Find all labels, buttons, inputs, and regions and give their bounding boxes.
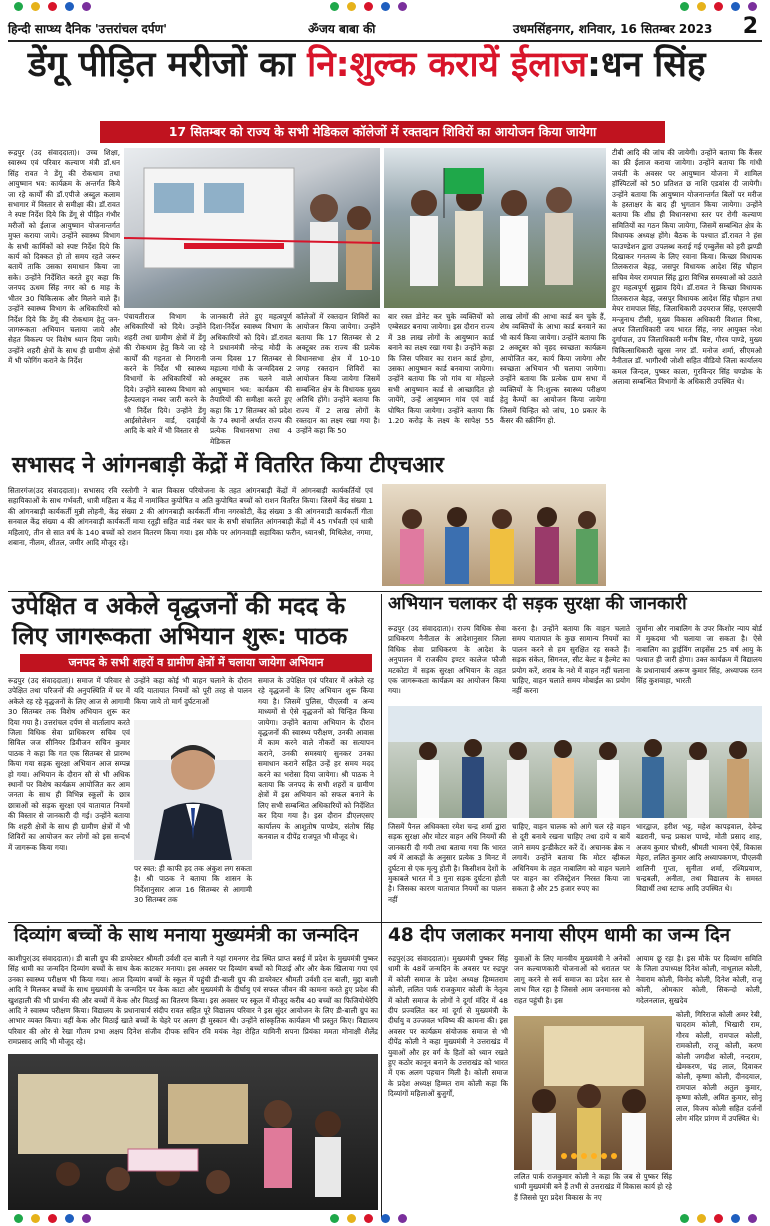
registration-dots-right: [680, 2, 757, 12]
dot: [330, 1214, 339, 1223]
page-number: 2: [742, 14, 758, 39]
cm-birthday-col-2b: ललित पार्क राजकुमार कोली ने कहा कि जब से पुष्कर सिंह धामी मुख्यमंत्री बने हैं तभी से उत्तराखंड में विकास कार्य हो रहे हैं जिससे पूरा प्रदेश विकास के नए: [514, 1172, 672, 1202]
dot: [14, 1214, 23, 1223]
header-center-text: जय बाबा की: [318, 22, 376, 36]
elderly-headline-line-2: लिए जागरूकता अभियान शुरू: पाठक: [12, 622, 348, 650]
lead-col-1: रूद्रपुर (उद संवाददाता)। उच्च शिक्षा, स्वास्थ्य एवं परिवार कल्याण मंत्री डॉ.धन सिंह रावत ने डेंगू की रोकथाम तथा आयुष्मान भव: कार्यक्रम के अन्तर्गत किये जा रहे कार्यों की डॉ.एपीजे अब्दुल कलाम सभागार में विस्तार से समीक्षा की। डॉ.रावत ने स्पष्ट निर्देश दिये कि डेंगू से पीड़ित गंभीर मरीजों को ईलाज आयुष्मान योजनान्तर्गत मुफ्त कराया जाये। उन्होंने स्वास्थ्य विभाग के सभी कार्मिकों को स्पष्ट निर्देश दिये कि कार्य को दिक्कत हो तो समय रहते जरूर बतायें ताकि उसका समाधान किया जा सके। उन्होंने निर्देशित करते हुए कहा कि जनपद ऊधम सिंह नगर को 6 माह के भीतर 30 चिकित्सक और मिलने वाले हैं। उन्होंने स्वास्थ्य विभाग के अधिकारियों को निर्देश दिये कि डेंगू की रोकथाम हेतु जन-जागरूकता अभियान चलाया जाये और सेहत विकल्प पर विशेष ध्यान दिया जाये। उन्होंने शहरी क्षेत्रों के साथ ही ग्रामीण क्षेत्रों में भी फोगिंग कराने के निर्देश: [8, 148, 120, 366]
registration-dots-bottom-left: [14, 1214, 91, 1224]
ambulance-photo: [124, 148, 380, 308]
dot: [731, 2, 740, 11]
elderly-col-2a: उन्होंने कहा कोई भी वाहन चलाने के दौरान यदि यातायात नियमों को पूरी तरह से पालन किया जाये तो मार्ग दुर्घटनाओं: [134, 676, 252, 706]
cm-birthday-headline: 48 दीप जलाकर मनाया सीएम धामी का जन्म दिन: [388, 925, 731, 946]
elderly-headline-line-1: उपेक्षित व अकेले वृद्धजनों की मदद के: [12, 592, 346, 620]
lead-col-5: बार रक्त डोनेट कर चुके व्यक्तियों को एम्बेसडर बनाया जायेगा। इस दौरान राज्य में 38 लाख लोगों के आयुष्मान कार्ड बनाने का लक्ष्य रखा गया है। उन्होंने कहा कि जिस परिवार का राशन कार्ड होगा, उसका आयुष्मान कार्ड बनवाया जायेगा। उन्होंने बताया कि जो गांव या मोहल्ले सभी आयुष्मान कार्ड से आच्छादित हो जायेंगे, उन्हें आयुष्मान गांव एवं वार्ड घोषित किया जायेगा। उन्होंने बताया कि 1.20 करोड़ के लक्ष्य के सापेक्ष 55 लाख लोगों की आभा कार्ड बन चुके हैं, शेष व्यक्तियों के आभा कार्ड बनवाने का भी कार्य किया जायेगा। उन्होंने बताया कि 2 अक्टूबर को वृहद स्वच्छता कार्यक्रम आयोजित कर, कार्य किया जायेगा और स्वच्छता अभियान भी चलाया जायेगा। उन्होंने बताया कि प्रत्येक ग्राम सभा में व्यक्तियों के नि:शुल्क स्वास्थ्य परीक्षण हेतु कैम्पों का आयोजन किया जायेगा जिसमें चिन्हित को जांच, 10 प्रकार के कैंसर की स्क्रीनिंग हो.: [388, 312, 606, 426]
dot: [31, 2, 40, 11]
lead-subhead-banner: 17 सितम्बर को राज्य के सभी मेडिकल कॉलेजों में रक्तदान शिविरों का आयोजन किया जायेगा: [100, 121, 665, 143]
cm-birthday-col-3b: कोली, गिरिराज कोली अमर रेबी, चादराम कोली, भिखारी राम, गौरव कोली, रामपाल कोली, रामकोली, राजू कोली, करण कोली जगदीश कोली, नन्दराम, खेमकरण, चंद्र लाल, दिवाकर कोली, कृष्णा कोली, दीनदयाल, रामपाल कोली अतुल कुमार, कृष्णा कोली, अमित कुमार, सोनू लाल, विजय कोली सहित दर्जनों लोग मंदिर प्रांगण में उपस्थित थे।: [676, 1010, 762, 1124]
anganwadi-photo-art: [382, 484, 606, 586]
dot: [82, 1214, 91, 1223]
temple-diya-photo-art: [514, 1016, 672, 1170]
cm-birthday-col-2: युवाओं के लिए मानवीय मुख्यमंत्री ने अनेकों जन कल्याणकारी योजनाओं को धरातल पर लागू करने से सर्व समाज का प्रदेश स्तर से लाभ मिल रहा है जिससे आम जनमानस को राहत पहुंची है। इस: [514, 954, 630, 1005]
lead-col-3: जानकारी लेते हुए महत्वपूर्ण दिशा-निर्देश स्वास्थ्य विभाग के अधिकारियों को दिये। डॉ.रावत ने प्रधानमंत्री नरेन्द्र मोदी के जन्म दिवस 17 सितम्बर से महात्मा गांधी के जन्मदिवस 2 अक्टूबर तक चलने वाले आयुष्मान भव: कार्यक्रम की तैयारियों की समीक्षा करते हुए कहा कि 17 सितम्बर को प्रदेश के 74 स्थानों अर्थात राज्य की प्रत्येक विधानसभा तथा 4 मेडिकल: [210, 312, 292, 446]
dot: [381, 2, 390, 11]
anganwadi-body: सितारगंज(उद संवाददाता)। सभासद रवि रस्तोगी ने बाल विकास परियोजना के तहत आंगनबाड़ी केंद्रों में आंगनबाड़ी कार्यकर्तियों एवं सहायिकाओं के साथ गर्भवती, धात्री महिला व केंद्र में नामांकित कुपोषित व अति कुपोषित बच्चों को राशन वितरित किया। जिसमें केंद्र संख्या 1 की आंगनबाड़ी कार्यकर्ती मुन्नी लोहनी, केंद्र संख्या 2 की आंगनबाड़ी कार्यकर्ती मीना नगरकोटी, केंद्र संख्या 3 की आंगनवाडी कार्यकर्ती गीता सनवाल केंद्र संख्या 4 की आंगनवाड़ी कार्यकर्ती माया रतूड़ी सहित वार्ड नंबर चार के सभी संचालित आंगनबाड़ी केंद्रों में 45 गर्भवती एवं धात्री महिलाएं, तीन से सात वर्ष के 140 बच्चों को राशन वितरण किया गया। इस मौके पर आंगनवाड़ी सहायिका फरीन, ध्यानश्री, मिथिलेश, नगमा, शबाना, नीलम, शीतल, जमीर आदि मौजूद रहे।: [8, 486, 373, 548]
dot: [364, 2, 373, 11]
cm-birthday-col-1: रुद्रपुर(उद संवाददाता)। मुख्यमंत्री पुष्कर सिंह धामी के 48वें जन्मदिन के अवसर पर रुद्रपुर में कोली समाज के प्रदेश अध्यक्ष हिम्मतराम कोली, ललित पार्क राजकुमार कोली के नेतृत्व में कोली समाज के लोगों ने दूर्गा मंदिर में 48 दीप प्रज्वलित कर मां दूर्गा से मुख्यमंत्री के दीर्घायु व उज्जवल भविष्य की कामना की। इस अवसर पर कार्यक्रम संयोजक समाज से भी दीपेंद्र कोली ने कहा मुख्यमंत्री ने उत्तराखंड में युवाओं और हर वर्ग के हितों को ध्यान रखते हुए कठोर कानून बनाने के उत्तराखंड को भारत में एक अलग पहचान मिली है। कोली समाज के प्रदेश अध्यक्ष हिम्मत राम कोली कहा कि दिव्यांगों महिलाओं बुजुर्गों,: [388, 954, 508, 1099]
flag-off-photo-art: [384, 148, 606, 308]
elderly-col-3: समाज के उपेक्षित एवं परिवार में अकेले रह रहे वृद्धजनों के लिए अभियान शुरू किया गया है। जिसमें पुलिस, पीएलवी व अन्य माध्यमों से ऐसे वृद्धजनों को चिन्हित किया जायेगा। उन्होंने बताया अभियान के दौरान वृद्धजनों की स्वास्थ्य परीक्षण, उनकी आवास में काम करने वाले नौकरों का सत्यापन कराने, उनकी समस्याएं सुनकर उनका समाधान कराने सहित उन्हें हर समय मदद करने का भरोसा दिया जायेगा। श्री पाठक ने बताया कि जनपद के सभी शहरों व ग्रामीण क्षेत्रों में इस अभियान को सफल बनाने के लिए सभी सम्बन्धित अधिकारियों को निर्देशित कर दिया गया है। इस दौरान डीएलएसए कार्यालय के आशुतोष पाण्डेय, संतोष सिंह कनवाल व दीपेंद्र राजपूत भी मौजूद थे।: [258, 676, 374, 842]
dot: [14, 2, 23, 11]
dot: [48, 1214, 57, 1223]
column-divider: [381, 594, 382, 1218]
divyang-cake-photo-art: [8, 1054, 378, 1210]
dot: [398, 2, 407, 11]
road-safety-col-1: रूद्रपुर (उद संवाददाता)। राज्य विधिक सेवा प्राधिकरण नैनीताल के आदेशानुसार जिला विधिक सेवा प्राधिकरण के आदेश के अनुपालन में राजकीय इण्टर कालेज फौजी मटकोटा में सड़क सुरक्षा अभियान के तहत एक जागरूकता कार्यक्रम का आयोजन किया गया।: [388, 624, 506, 696]
section-divider: [8, 922, 762, 923]
dot: [680, 2, 689, 11]
dot: [697, 1214, 706, 1223]
road-safety-group-photo: [388, 706, 762, 818]
lead-col-6: टीबी आदि की जांच की जायेगी। उन्होंने बताया कि कैंसर का फ्री ईलाज कराया जायेगा। उन्होंने बताया कि गांधी जयंती के अवसर पर आयुष्मान योजना में शामिल हॉस्पिटलों को 50 प्रतिशत छ नाशि एडवांस दी जायेगी। उन्होंने बताया कि आयुष्मान योजनान्तर्गत बिलों पर मरीज के हस्ताक्षर के बाद ही भुगतान किया जायेगा। उन्होंने बताया कि शीघ्र ही विधानसभा स्तर पर रोगी कल्याण समितियों का गठन किया जायेगा, जिसमें सम्बन्धित क्षेत्र के विधायक अध्यक्ष होंगे। बैठक के पश्चात डॉ.रावत ने हंस फाउण्डेशन द्वारा उपलब्ध कराई गई एम्बुलेंस को हरी झण्डी दिखाकर गनतव्य के लिए रवाना किया। किच्छा विधायक तिलकराज बेहड़, जसपुर विधायक आदेश सिंह चौहान सचिव मेयर रामपाल सिंह द्वारा विभिन्न समस्याओं को उठाते हुए महत्वपूर्ण सुझाव दिये। डॉ.रावत ने किच्छा विधायक तिलकराज बेहड़, जसपुर विधायक आदेश सिंह चौहान तथा मेयर रामपाल सिंह, जिलाधिकारी उदयराज सिंह, एसएसपी मन्जुनाथ टीसी, मुख्य विकास अधिकारी विशाल मिश्रा, अपर जिलाधिकारी जय भारत सिंह, नगर आयुक्त नरेश दुर्गापाल, उप जिलाधिकारी मनीष बिष्ट, गौरव पाण्डे, मुख्य चिकित्साधिकारी खुरस नगर डॉ. मनोज शर्मा, सीएमओ नैनीताल डॉ. भागीरथी जोशी सहित वीडियो जिला कार्यालय कमल जिन्दल, पुष्कर काला, गुरविन्दर सिंह चण्डोक के अलावा सम्बन्धित विभागों के अधिकारी उपस्थित थे।: [612, 148, 762, 386]
dot: [748, 1214, 757, 1223]
temple-diya-photo: [514, 1016, 672, 1170]
elderly-col-1: रूद्रपुर (उद संवाददाता)। समाज में परिवार से उपेक्षित तथा परिजनों की अनुपस्थिति में घर में अकेले रह रहे वृद्धजनों के लिए आज से आगामी 30 सितम्बर तक विशेष अभियान शुरू कर दिया गया है। उत्तरांचल दर्पण से वार्तालाप करते जिला विधिक सेवा प्राधिकरण सचिव एवं सिविल जज सीनियर डिवीजन सचिन कुमार पाठक ने कहा कि गत एक सितम्बर से प्रारम्भ किया गया सड़क सुरक्षा अभियान आज सम्पन्न हो गया। अभियान के दौरान सौ से भी अधिक स्थानों पर विशेष कार्यक्रम आयोजित कर आम जनता के साथ ही विभिन्न स्कूलों के छात्र छात्राओं को सड़क सुरक्षा एवं यातायात नियमों की विस्तार से जानकारी दी गई। उन्होंने बताया कि शहरी क्षेत्रों के साथ ही ग्रामीण क्षेत्रों में भी शिविरों का आयोजन कर लोगों को इस सन्दर्भ में जागरूक किया गया।: [8, 676, 130, 852]
divyang-cake-photo: [8, 1054, 378, 1210]
judge-portrait-photo: [134, 720, 252, 860]
newspaper-name: हिन्दी साप्ध्य दैनिक 'उत्तरांचल दर्पण': [8, 22, 167, 36]
road-safety-headline: अभियान चलाकर दी सड़क सुरक्षा की जानकारी: [388, 594, 687, 614]
elderly-col-2b: पर स्वत: ही काफी हद तक अंकुश लग सकता है। श्री पाठक ने बताया कि शासन के निर्देशानुसार आज 16 सितम्बर से आगामी 30 सितम्बर तक: [134, 864, 252, 905]
lead-headline-part-b: नि:शुल्क करायें ईलाज: [307, 45, 587, 85]
header-center: ॐजय बाबा की: [308, 22, 376, 36]
divyang-headline: दिव्यांग बच्चों के साथ मनाया मुख्यमंत्री का जन्मदिन: [14, 925, 359, 946]
registration-dots-bottom-center: [330, 1214, 407, 1224]
dot: [65, 1214, 74, 1223]
road-safety-group-photo-art: [388, 706, 762, 818]
dot: [31, 1214, 40, 1223]
dot: [398, 1214, 407, 1223]
dot: [65, 2, 74, 11]
lead-headline: [28, 45, 706, 85]
dot: [347, 1214, 356, 1223]
lead-headline-part-a: डेंगू पीड़ित मरीजों का: [28, 45, 308, 85]
dot: [748, 2, 757, 11]
lead-headline-part-c: :धन सिंह: [587, 45, 706, 85]
road-safety-col-4: जिसमें पैनल अधिवक्ता रमेश चन्द्र शर्मा द्वारा सड़क सुरक्षा और मोटर वाहन अधि नियमों की जानकारी दी गयी तथा बताया गया कि भारत वर्ष में आकड़ों के अनुसार प्रत्येक 3 मिनट में दुर्घटना से एक मृत्यु होती है। किसीशव देशों के मुकाबले भारत में 3 गुना सड़क दुर्घटना होती है। जिसका कारण यातायात नियमों का पालन नहीं: [388, 822, 506, 904]
registration-dots-left: [14, 2, 91, 12]
dot: [731, 1214, 740, 1223]
lead-col-4: कॉलेजों में रक्तदान शिविरों का आयोजन किया जायेगा। उन्होंने बताया कि 17 सितम्बर से 2 अक्टूबर तक राज्य की प्रत्येक विधानसभा क्षेत्र में 10-10 जगह रक्तदान शिविरों का आयोजन किया जायेगा जिसमें सम्बन्धित क्षेत्र के विधायक मुख्य अतिथि होंगे। उन्होंने बताया कि राज्य में 2 लाख लोगों के रक्तदान का लक्ष्य रखा गया है। उन्होंने कहा कि 50: [296, 312, 380, 436]
ambulance-photo-art: [124, 148, 380, 308]
header-date: उधमसिंहनगर, शनिवार, 16 सितम्बर 2023: [513, 22, 713, 36]
dot: [364, 1214, 373, 1223]
dot: [714, 2, 723, 11]
anganwadi-photo: [382, 484, 606, 586]
dot: [697, 2, 706, 11]
road-safety-col-2: करना है। उन्होंने बताया कि वाहन चलाते समय यातायात के कुछ सामान्य नियमों का पालन करने से हम सुरक्षित रह सकते हैं। सड़क संकेत, सिगनल, सीट बेल्ट व हैल्मेट का प्रयोग करें, शराब के नशे में वाहन नहीं चलाना चाहिए, वाहन चलाते समय मोबाईल का प्रयोग नहीं करना: [512, 624, 630, 696]
registration-dots-bottom-right: [680, 1214, 757, 1224]
flag-off-photo: [384, 148, 606, 308]
dot: [381, 1214, 390, 1223]
cm-birthday-col-3a: आयाम छू रहा है। इस मौके पर दिव्यांग समिति के जिला उपाध्यक्ष दिनेश कोली, नाथूलाल कोली, नेवाराम कोली, विनोद कोली, दिनेश कोली, राजू कोली, ओमकार कोली, सिकन्दो कोली, गदेलनलाल, सुखदेव: [636, 954, 762, 1005]
divyang-body: काशीपुर(उद संवाददाता)। डी बाली ग्रुप की डायरेक्टर श्रीमती उर्वशी दत्त बाली ने यहां रामनगर रोड स्थित प्राप्त बसई में प्रदेश के मुख्यमंत्री पुष्कर सिंह धामी का जन्मदिन दिव्यांग बच्चों के साथ केक काटकर मनाया। इस अवसर पर दिव्यांग बच्चों को मिठाई और और केक खिलाया गया एवं उनका स्वास्थ्य परीक्षण भी किया गया। आज दिव्यांग बच्चों के स्कूल में पहुंची डी-बाली ग्रुप की डायरेक्टर श्रीमती उर्वशी दत्त बाली, मुद्दा बाली आदि ने मिलकर बच्चों के साथ मुख्यमंत्री के जन्मदिन पर केक काटा और मुख्यमंत्री के दीर्घायु एवं सफल जीवन की कामना करते हुए प्रदेश की खुशहाली की भी प्रार्थना की और बच्चों में केक और मिठाई का वितरण किया। इस अवसर पर स्कूल में मौजूद करीब 40 बच्चों का फिजियोथेरेपि आदि ने स्वास्थ्य परीक्षण किया। विद्यालय के प्रधानाचार्य संदीप रावत सहित पूरे विद्यालय परिवार ने इस सुंदर आयोजन के लिए डी-बाली ग्रुप का आभार व्यक्त किया। वहीं केक और मिठाई खाते बच्चों के चेहरे पर अलग ही मुस्कान थी। उन्होंने सांस्कृतिक कार्यक्रम भी प्रस्तुत किए। विद्यालय परिवार की ओर से रेखा गौतम प्रभा अक्षय दिनेश संजीव दीपक सचिन रवि मयंक नेहा रोहित यामिनी सपना प्रियंका ममता मोनाक्षी शैलेंद्र रामप्रसाद आदि भी मौजूद रहे।: [8, 954, 378, 1047]
road-safety-col-3: जुर्माना और नाबालिग के उपर किशोर न्याय बोर्ड में मुकदमा भी चलाया जा सकता है। ऐसे नाबालिग का ड्राईविंग लाइसेंस 25 वर्ष आयु के पश्चात ही जारी होगा। उक्त कार्यक्रम में विद्यालय के प्रधानाचार्य अरूण कुमार सिंह, अध्यापक रतन सिंह कुशवाहा, भारती: [636, 624, 762, 686]
masthead-strip: [8, 14, 762, 42]
anganwadi-headline: सभासद ने आंगनबाड़ी केंद्रों में वितरित किया टीएचआर: [12, 453, 444, 478]
road-safety-col-5: चाहिए, वाहन चालक को आगे चल रहे वाहन से दूरी बनाये रखना चाहिए तथा दाये व बायें जाने समय इन्डीकेटर करें दें। अचानक ब्रेक न लगायें। उन्होंने बताया कि मोटर व्हीकल अधिनियम के तहत नाबालिग को वाहन चलाने पर वाहन का रजिस्ट्रेशन निरस्त किया जा सकता है और 25 हजार रुपए का: [512, 822, 630, 894]
dot: [330, 2, 339, 11]
dot: [680, 1214, 689, 1223]
lead-col-2: पंचायतीराज विभाग के अधिकारियों को दिये। उन्होंने शहरी तथा ग्रामीण क्षेत्रों में डेंगू की रोकथाम हेतु किये जा रहे कार्यों की गहनता से निगरानी करने के निर्देश भी स्वास्थ्य विभागों के अधिकारियों को दिये। उन्होंने स्वास्थ्य विभाग को हैल्पलाइन नम्बर जारी करने के भी निर्देश दिये। उन्होंने डेंगू आईसोलेशन वार्ड, दवाईयों आदि के बारे में भी विस्तार से: [124, 312, 206, 436]
road-safety-col-6: भारद्वाज, हरीश भट्ट, महेश कापड़वाल, देवेन्द्र बडरानी, चन्द्र प्रकाश पाण्डे, मोती प्रसाद शाह, अजय कुमार चौधरी, श्रीमती भावना ऐर्बे, विकास मेहरा, ललित कुमार आदि अध्यापकगण, पीएलवी शालिनी गुप्ता, सुनीता शर्मा, रश्मिप्रयाण, चन्द्रबली, अनीता, तथा विद्यालय के समस्त विद्यार्थी तथा स्टाफ आदि उपस्थित थे।: [636, 822, 762, 894]
dot: [48, 2, 57, 11]
judge-portrait-art: [134, 720, 252, 860]
dot: [82, 2, 91, 11]
dot: [347, 2, 356, 11]
registration-dots-center: [330, 2, 407, 12]
dot: [714, 1214, 723, 1223]
elderly-subhead-banner: जनपद के सभी शहरों व ग्रामीण क्षेत्रों में चलाया जायेगा अभियान: [20, 654, 372, 672]
